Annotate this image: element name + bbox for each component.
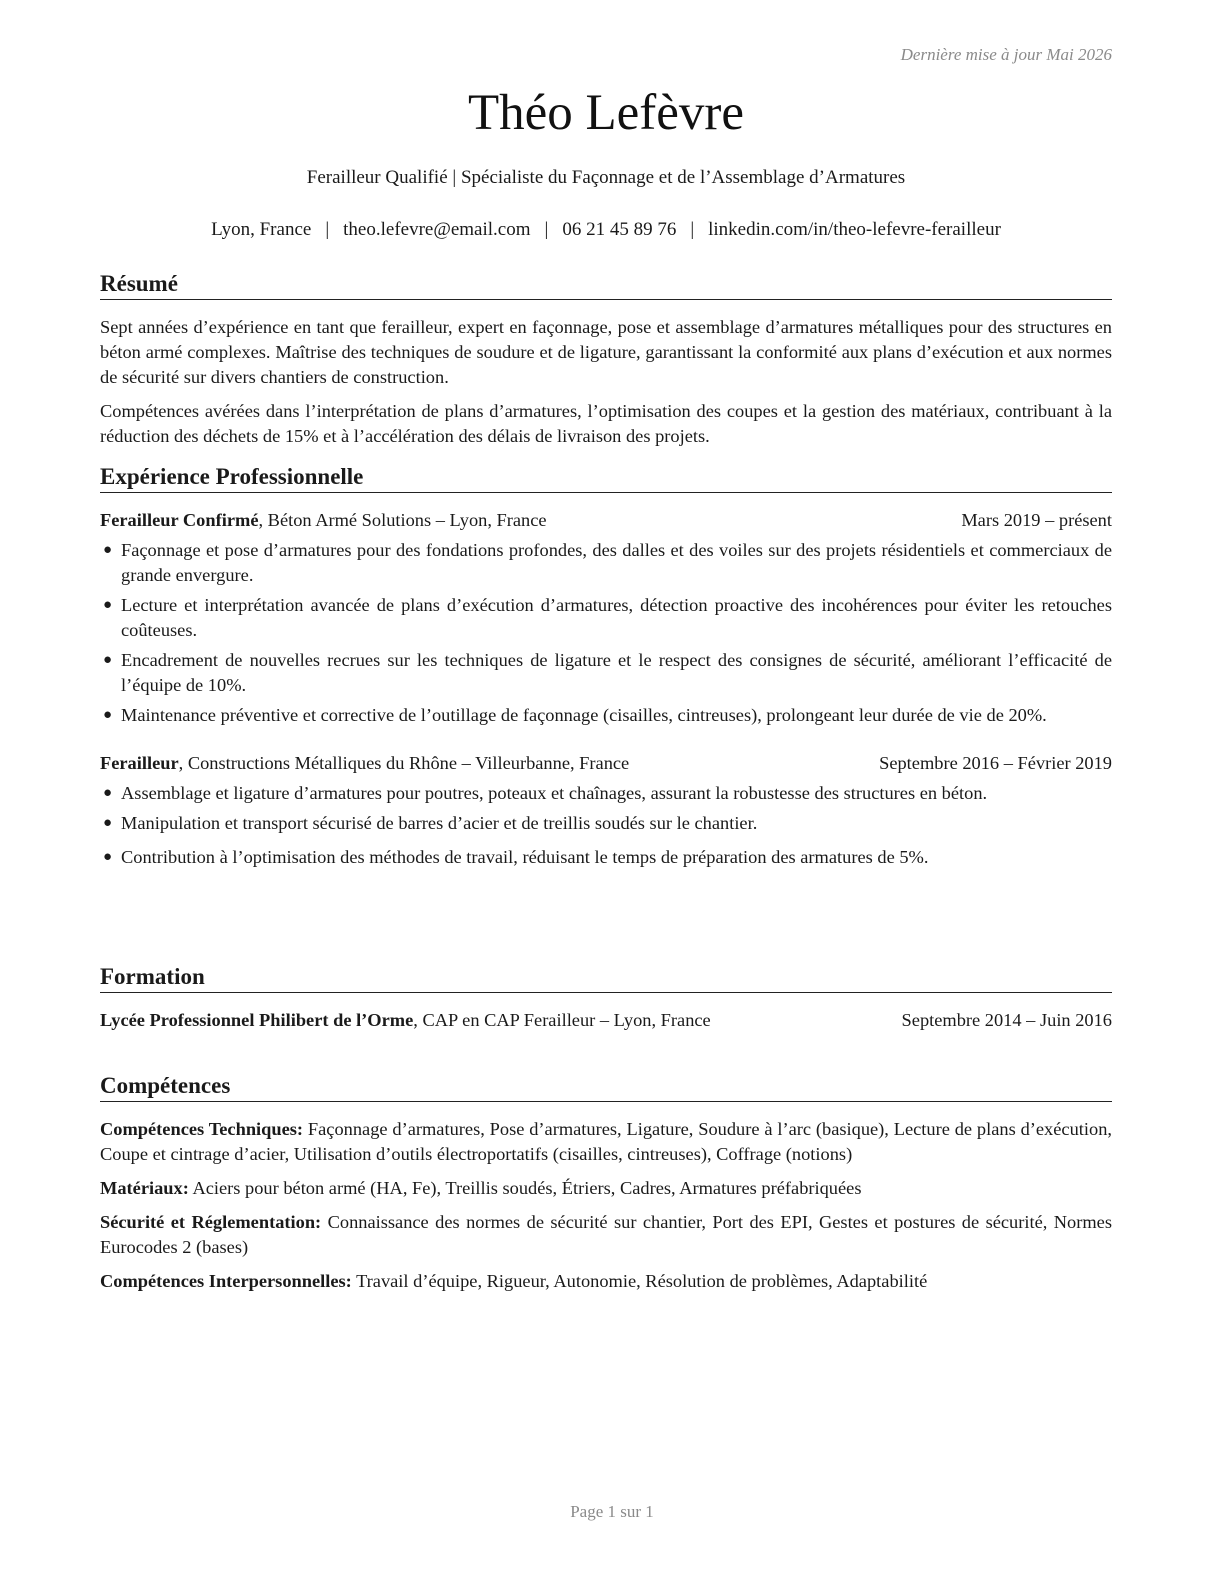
education-section [100, 963, 1112, 1033]
summary-paragraph: Sept années d’expérience en tant que ferailleur, expert en façonnage, pose et assemblage d’armatures métalliques pour des structures en béton armé complexes. Maîtrise des techniques de soudure et de ligature, garantissant la conformité aux plans d’exécution et aux normes de sécurité sur divers chantiers de construction. [100, 317, 1112, 387]
job-dates: Mars 2019 – présent [961, 510, 1112, 530]
skill-text: Aciers pour béton armé (HA, Fe), Treillis soudés, Étriers, Cadres, Armatures préfabriquées [188, 1178, 862, 1198]
last-updated-date: Dernière mise à jour Mai 2026 [900, 45, 1112, 64]
job-bullet: ● Lecture et interprétation avancée de plans d’exécution d’armatures, détection proactive des incohérences pour éviter les retouches coûteuses. [103, 595, 1112, 640]
bullet-dot: ● [103, 597, 113, 613]
job-header [100, 751, 1112, 776]
job-dates: Septembre 2016 – Février 2019 [879, 753, 1112, 773]
skill-line [100, 1117, 1112, 1167]
job-company: , Constructions Métalliques du Rhône – Villeurbanne, France [178, 753, 630, 773]
job-role: Ferailleur [100, 753, 179, 773]
contact-separator: | [690, 219, 695, 240]
job-bullet: ● Façonnage et pose d’armatures pour des fondations profondes, des dalles et des voiles sur des projets résidentiels et commerciaux de grande envergure. [103, 540, 1112, 585]
bullet-dot: ● [103, 542, 113, 558]
bullet-dot: ● [103, 652, 113, 668]
skill-label: Compétences Interpersonnelles: [100, 1271, 352, 1291]
bullet-dot: ● [103, 815, 113, 831]
job-bullet: ● Encadrement de nouvelles recrues sur les techniques de ligature et le respect des consignes de sécurité, améliorant l’efficacité de l’équipe de 10%. [103, 650, 1112, 695]
skill-line [100, 1176, 1112, 1201]
job-entry [100, 508, 1112, 728]
contact-linkedin[interactable]: linkedin.com/in/theo-lefevre-ferailleur [708, 219, 1001, 240]
job-bullet: ● Maintenance préventive et corrective de l’outillage de façonnage (cisailles, cintreuses), prolongeant leur durée de vie de 20%. [100, 703, 1112, 728]
candidate-name: Théo Lefèvre [467, 85, 745, 141]
contact-phone: 06 21 45 89 76 [562, 219, 677, 240]
job-company: , Béton Armé Solutions – Lyon, France [258, 510, 547, 530]
headline: Ferailleur Qualifié | Spécialiste du Façonnage et de l’Assemblage d’Armatures [306, 167, 906, 188]
section-title-education: Formation [100, 963, 1112, 993]
job-role: Ferailleur Confirmé [100, 510, 259, 530]
education-detail: , CAP en CAP Ferailleur – Lyon, France [413, 1010, 711, 1030]
job-header [100, 508, 1112, 533]
section-title-summary: Résumé [100, 270, 1112, 300]
bullet-dot: ● [103, 849, 113, 865]
contact-line [100, 219, 1112, 241]
contact-email[interactable]: theo.lefevre@email.com [343, 219, 531, 240]
skill-label: Compétences Techniques: [100, 1119, 304, 1139]
job-bullets [100, 538, 1112, 728]
contact-separator: | [325, 219, 330, 240]
page-number: Page 1 sur 1 [570, 1502, 654, 1521]
skill-text: Façonnage d’armatures, Pose d’armatures, Ligature, Soudure à l’arc (basique), Lecture de plans d’exécution, Coupe et cintrage d’acier, Utilisation d’outils électroportatifs (cisailles, cintreuses), Coffrage (notions) [100, 1119, 1112, 1164]
job-bullet: ● Manipulation et transport sécurisé de barres d’acier et de treillis soudés sur le chantier. [100, 811, 1112, 836]
skill-line [100, 1269, 1112, 1294]
resume-page [100, 0, 1112, 1584]
job-bullet: ● Assemblage et ligature d’armatures pour poutres, poteaux et chaînages, assurant la robustesse des structures en béton. [100, 781, 1112, 806]
contact-separator: | [544, 219, 549, 240]
education-dates: Septembre 2014 – Juin 2016 [901, 1010, 1112, 1030]
skill-text: Travail d’équipe, Rigueur, Autonomie, Résolution de problèmes, Adaptabilité [351, 1271, 928, 1291]
skill-text: Connaissance des normes de sécurité sur chantier, Port des EPI, Gestes et postures de sécurité, Normes Eurocodes 2 (bases) [100, 1212, 1112, 1257]
summary-paragraph: Compétences avérées dans l’interprétation de plans d’armatures, l’optimisation des coupes et la gestion des matériaux, contribuant à la réduction des déchets de 15% et à l’accélération des délais de livraison des projets. [100, 401, 1112, 446]
skill-label: Matériaux: [100, 1178, 189, 1198]
job-bullets [100, 781, 1112, 870]
contact-location: Lyon, France [211, 219, 312, 240]
job-bullet: ● Contribution à l’optimisation des méthodes de travail, réduisant le temps de préparation des armatures de 5%. [100, 845, 1112, 870]
job-entry [100, 751, 1112, 870]
bullet-dot: ● [103, 785, 113, 801]
skill-line [100, 1210, 1112, 1260]
section-title-experience: Expérience Professionnelle [100, 463, 1112, 493]
skill-label: Sécurité et Réglementation: [100, 1212, 322, 1232]
education-entry [100, 1008, 1112, 1033]
section-title-skills: Compétences [100, 1072, 1112, 1102]
bullet-dot: ● [103, 707, 113, 723]
experience-section [100, 463, 1112, 870]
education-school: Lycée Professionnel Philibert de l’Orme [100, 1010, 414, 1030]
skills-section [100, 1072, 1112, 1294]
summary-section [100, 270, 1112, 449]
